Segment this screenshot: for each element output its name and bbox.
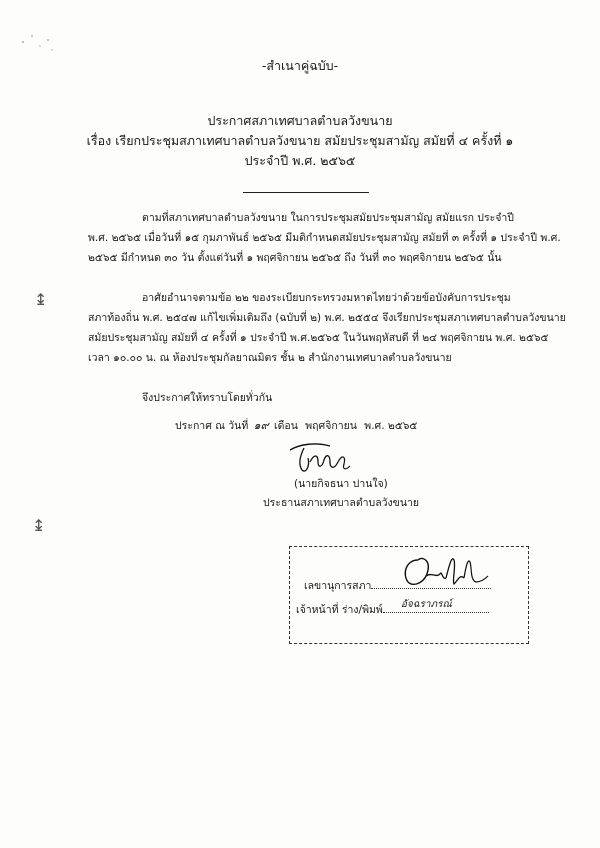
typist-label: เจ้าหน้าที่ ร่าง/พิมพ์ — [296, 604, 383, 616]
secretary-signature — [398, 552, 490, 592]
paragraph-1 — [88, 208, 561, 268]
announce-prefix: ประกาศ ณ วันที่ — [175, 420, 249, 432]
scan-specks — [18, 28, 58, 58]
signature — [286, 440, 356, 476]
paragraph-line: เวลา ๑๐.๐๐ น. ณ ห้องประชุมกัลยาณมิตร ชั้น ๒ สำนักงานเทศบาลตำบลวังขนาย — [88, 352, 452, 364]
copy-mark: -สำเนาคู่ฉบับ- — [261, 58, 339, 73]
secretary-label: เลขานุการสภา — [304, 580, 372, 592]
paragraph-line: สมัยประชุมสามัญ สมัยที่ ๔ ครั้งที่ ๑ ประจำปี พ.ศ.๒๕๖๕ ในวันพฤหัสบดี ที่ ๒๔ พฤศจิกายน พ.ศ. ๒๕๖๕ — [88, 332, 549, 344]
paragraph-line: ๒๕๖๕ มีกำหนด ๓๐ วัน ตั้งแต่วันที่ ๑ พฤศจิกายน ๒๕๖๕ ถึง วันที่ ๓๐ พฤศจิกายน ๒๕๖๕ นั้น — [88, 252, 502, 264]
typist-row — [296, 600, 489, 618]
typist-dotted-line — [383, 600, 489, 613]
signer-position: ประธานสภาเทศบาลตำบลวังขนาย — [263, 497, 420, 509]
paragraph-2 — [88, 288, 566, 368]
paragraph-line: ตามที่สภาเทศบาลตำบลวังขนาย ในการประชุมสมัยประชุมสามัญ สมัยแรก ประจำปี — [142, 212, 514, 224]
margin-mark: ↨ — [34, 290, 48, 309]
paragraph-line: พ.ศ. ๒๕๖๕ เมื่อวันที่ ๑๕ กุมภาพันธ์ ๒๕๖๕ มีมติกำหนดสมัยประชุมสามัญ สมัยที่ ๓ ครั้งที่ ๑ ประจำปี พ.ศ. — [88, 232, 561, 244]
announce-date-line — [175, 396, 417, 436]
announce-month-label: เดือน — [274, 420, 298, 432]
announce-year: พ.ศ. ๒๕๖๕ — [364, 420, 418, 432]
signer-name: (นายกิจธนา ปานใจ) — [294, 478, 388, 490]
subject-line: เรื่อง เรียกประชุมสภาเทศบาลตำบลวังขนาย สมัยประชุมสามัญ สมัยที่ ๔ ครั้งที่ ๑ — [86, 133, 514, 148]
title-divider — [243, 192, 369, 193]
paragraph-line: สภาท้องถิ่น พ.ศ. ๒๕๔๗ แก้ไขเพิ่มเติมถึง (ฉบับที่ ๒) พ.ศ. ๒๕๕๔ จึงเรียกประชุมสภาเทศบาลตำบลวังขนาย — [88, 312, 566, 324]
closing-statement: จึงประกาศให้ทราบโดยทั่วกัน — [142, 392, 273, 404]
paragraph-line: อาศัยอำนาจตามข้อ ๒๒ ของระเบียบกระทรวงมหาดไทยว่าด้วยข้อบังคับการประชุม — [142, 292, 511, 304]
announce-day: ๑๙ — [253, 419, 269, 432]
fiscal-year-line: ประจำปี พ.ศ. ๒๕๖๕ — [244, 153, 356, 168]
announcement-title: ประกาศสภาเทศบาลตำบลวังขนาย — [207, 113, 393, 128]
margin-mark: ↨ — [32, 516, 46, 535]
typist-handwriting: อัจฉราภรณ์ — [400, 599, 452, 610]
announce-month: พฤศจิกายน — [305, 420, 357, 432]
